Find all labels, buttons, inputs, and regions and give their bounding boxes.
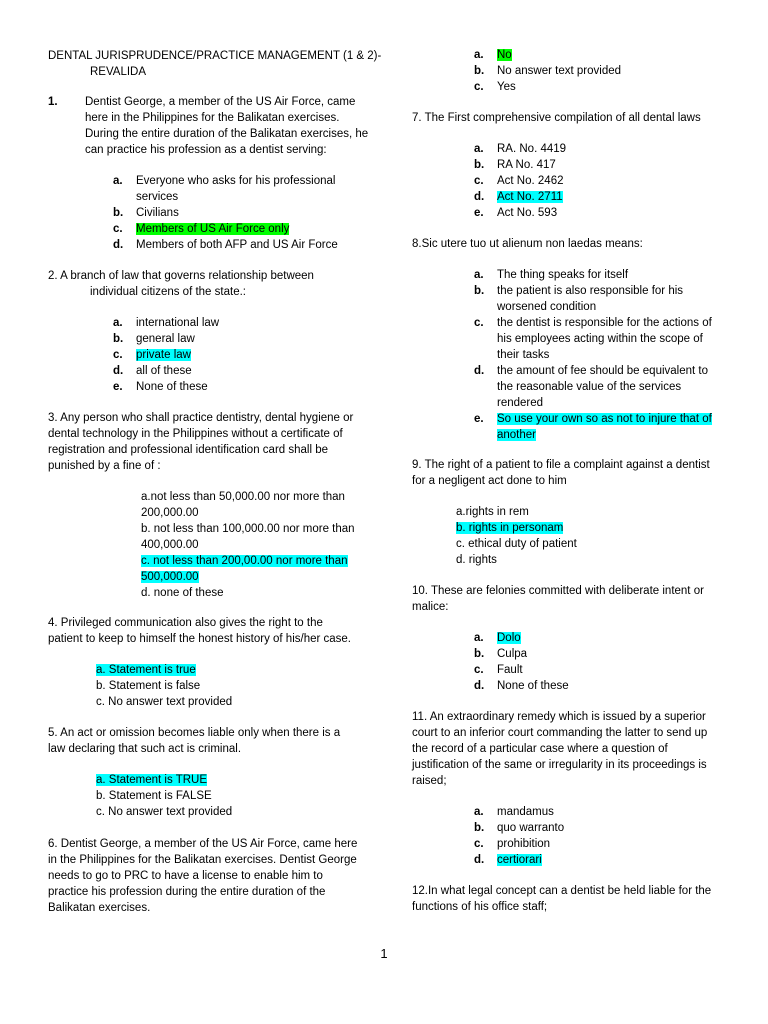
question-4-options xyxy=(96,662,232,710)
question-text-line: 8.Sic utere tuo ut alienum non laedas means: xyxy=(412,238,643,250)
question-text-line: 11. An extraordinary remedy which is issued by a superior xyxy=(412,711,706,723)
option-line: d. none of these xyxy=(141,587,224,599)
option-d: d. None of these xyxy=(474,680,569,692)
question-10-options xyxy=(474,630,714,694)
option-line: a.not less than 50,000.00 nor more than xyxy=(141,491,345,503)
option-d: d. all of these xyxy=(113,365,192,377)
question-text-line: here in the Philippines for the Balikatan exercises. xyxy=(85,112,340,124)
option-a: a. international law xyxy=(113,317,220,329)
option-d: d. the amount of fee should be equivalent to the reasonable value of the services rendered xyxy=(474,365,708,409)
answer-highlight: a. Statement is true xyxy=(96,664,196,676)
option-a: a. Everyone who asks for his professional services xyxy=(113,175,336,203)
option-d: d. Act No. 2711 xyxy=(474,191,563,203)
question-text-line: During the entire duration of the Balikatan exercises, he xyxy=(85,128,369,140)
option-c: c. Yes xyxy=(474,81,516,93)
question-6-options xyxy=(474,47,714,95)
question-text-line: individual citizens of the state.: xyxy=(90,286,246,298)
option-a: a. No xyxy=(474,49,512,61)
option-line: b. Statement is FALSE xyxy=(96,790,212,802)
question-text-line: practice his profession during the entire duration of the xyxy=(48,886,326,898)
question-text-line: the record of a particular case where a question of xyxy=(412,743,668,755)
option-e: e. Act No. 593 xyxy=(474,207,558,219)
option-line: 400,000.00 xyxy=(141,539,199,551)
answer-highlight: certiorari xyxy=(497,854,542,866)
answer-highlight: c. not less than 200,00.00 nor more than xyxy=(141,555,348,567)
option-line: b. not less than 100,000.00 nor more than xyxy=(141,523,355,535)
question-text-line: justification of the same or irregularity in its proceedings is xyxy=(412,759,707,771)
question-1-options xyxy=(113,173,353,253)
option-line: c. No answer text provided xyxy=(96,806,233,818)
question-text-line: can practice his profession as a dentist serving: xyxy=(85,144,327,156)
question-text-line: dental technology in the Philippines without a certificate of xyxy=(48,428,343,440)
option-c: c. Act No. 2462 xyxy=(474,175,564,187)
question-7 xyxy=(412,110,701,126)
question-2-options xyxy=(113,315,353,395)
question-text-line: functions of his office staff; xyxy=(412,901,548,913)
option-c: c. prohibition xyxy=(474,838,551,850)
option-a: a. RA. No. 4419 xyxy=(474,143,567,155)
page-number: 1 xyxy=(380,946,388,961)
question-text-line: 6. Dentist George, a member of the US Air Force, came here xyxy=(48,838,358,850)
option-line: c. ethical duty of patient xyxy=(456,538,577,550)
answer-highlight: private law xyxy=(136,349,191,361)
question-3-options xyxy=(141,489,355,601)
option-line: d. rights xyxy=(456,554,497,566)
option-b: b. Culpa xyxy=(474,648,528,660)
option-line: b. Statement is false xyxy=(96,680,201,692)
question-text-line: 9. The right of a patient to file a complaint against a dentist xyxy=(412,459,710,471)
question-text-line: malice: xyxy=(412,601,449,613)
option-b: b. RA No. 417 xyxy=(474,159,556,171)
option-d: d. certiorari xyxy=(474,854,542,866)
option-c: c. Fault xyxy=(474,664,523,676)
question-text-line: 4. Privileged communication also gives the right to the xyxy=(48,617,323,629)
question-8 xyxy=(412,236,643,252)
question-5 xyxy=(48,725,340,757)
answer-highlight: another xyxy=(497,429,537,441)
option-b: b. Civilians xyxy=(113,207,179,219)
question-text-line: raised; xyxy=(412,775,447,787)
question-8-options xyxy=(474,267,724,443)
question-11-options xyxy=(474,804,714,868)
question-text-line: court to an inferior court commanding the latter to send up xyxy=(412,727,708,739)
answer-highlight: Members of US Air Force only xyxy=(136,223,290,235)
question-3 xyxy=(48,410,353,474)
question-text-line: patient to keep to himself the honest history of his/her case. xyxy=(48,633,352,645)
question-6 xyxy=(48,836,357,916)
question-text-line: needs to go to PRC to have a license to enable him to xyxy=(48,870,323,882)
question-12 xyxy=(412,883,711,915)
question-text-line: Dentist George, a member of the US Air Force, came xyxy=(85,96,356,108)
question-2 xyxy=(48,268,314,300)
document-title xyxy=(48,48,381,80)
question-text-line: 12.In what legal concept can a dentist be held liable for the xyxy=(412,885,712,897)
question-number: 1. xyxy=(48,96,58,108)
option-line: 200,000.00 xyxy=(141,507,199,519)
option-e: e. So use your own so as not to injure that of another xyxy=(474,413,712,441)
option-b: b. the patient is also responsible for his worsened condition xyxy=(474,285,684,313)
question-text-line: 7. The First comprehensive compilation of all dental laws xyxy=(412,112,701,124)
answer-highlight: 500,000.00 xyxy=(141,571,199,583)
question-text-line: 10. These are felonies committed with deliberate intent or xyxy=(412,585,704,597)
option-b: b. general law xyxy=(113,333,195,345)
option-c: c. private law xyxy=(113,349,191,361)
answer-highlight: No xyxy=(497,49,512,61)
answer-highlight: b. rights in personam xyxy=(456,522,564,534)
option-b: b. quo warranto xyxy=(474,822,565,834)
question-text-line: for a negligent act done to him xyxy=(412,475,567,487)
option-d: d. Members of both AFP and US Air Force xyxy=(113,239,338,251)
question-text-line: registration and professional identification card shall be xyxy=(48,444,328,456)
question-text-line: 5. An act or omission becomes liable only when there is a xyxy=(48,727,341,739)
option-e: e. None of these xyxy=(113,381,208,393)
answer-highlight: Act No. 2711 xyxy=(497,191,563,203)
question-text-line: punished by a fine of : xyxy=(48,460,161,472)
option-a: a. The thing speaks for itself xyxy=(474,269,629,281)
question-text-line: law declaring that such act is criminal. xyxy=(48,743,242,755)
option-line: c. No answer text provided xyxy=(96,696,233,708)
question-text-line: Balikatan exercises. xyxy=(48,902,151,914)
question-text-line: 3. Any person who shall practice dentistry, dental hygiene or xyxy=(48,412,354,424)
question-5-options xyxy=(96,772,232,820)
question-11 xyxy=(412,709,707,789)
option-c: c. the dentist is responsible for the actions of his employees acting within the scope of their tasks xyxy=(474,317,712,361)
option-b: b. No answer text provided xyxy=(474,65,622,77)
question-text-line: 2. A branch of law that governs relationship between xyxy=(48,270,314,282)
question-10 xyxy=(412,583,704,615)
option-a: a. Dolo xyxy=(474,632,521,644)
title-line-1: DENTAL JURISPRUDENCE/PRACTICE MANAGEMENT (1 & 2)- xyxy=(48,50,382,62)
question-text-line: in the Philippines for the Balikatan exercises. Dentist George xyxy=(48,854,357,866)
answer-highlight: a. Statement is TRUE xyxy=(96,774,207,786)
answer-highlight: Dolo xyxy=(497,632,521,644)
question-9 xyxy=(412,457,710,489)
question-7-options xyxy=(474,141,714,221)
question-4 xyxy=(48,615,351,647)
answer-highlight: So use your own so as not to injure that of xyxy=(497,413,712,425)
option-c: c. Members of US Air Force only xyxy=(113,223,290,235)
question-9-options xyxy=(456,504,577,568)
title-line-2: REVALIDA xyxy=(90,66,147,78)
option-line: a.rights in rem xyxy=(456,506,529,518)
question-1 xyxy=(48,94,368,158)
option-a: a. mandamus xyxy=(474,806,554,818)
